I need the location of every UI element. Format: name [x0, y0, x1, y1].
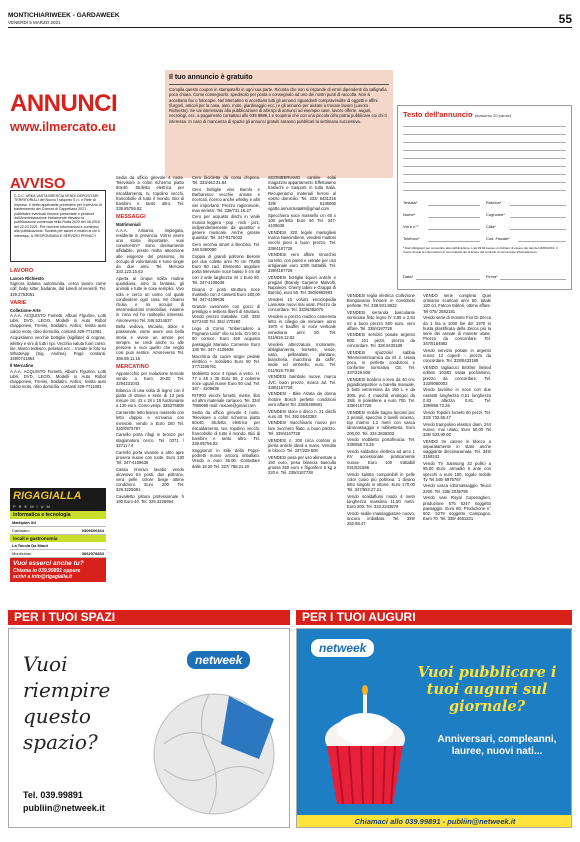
- list-item: Bella vedova, Micaela, dolce e passionale, vorrei avere una bella storia e vivere un amore per sempre. se credi anche tu alle persone e vuoi quello che veglio cosi puoi sentire. Amoreverso Tel. 366.89.11.15: [116, 324, 184, 361]
- rigagialla-logo: RIGAGIALLA: [10, 488, 106, 504]
- list-item: Vendo salotto componibili in pelle color cuoio più poltrona. 1 divano letto singolo in ottone. Euro 170,00 Tel. 347/553.27.21: [347, 471, 415, 493]
- via-field[interactable]: [428, 229, 480, 230]
- field-label: Città*: [486, 224, 496, 229]
- list-item: Vendo tavolino in noce con due cassetti lunghezza 0.51 lunghezza 0.83 altezza 0.61. Tel. 339/858.73.26: [423, 387, 491, 409]
- list-item: Vendo vasi Royal Copenaghen, produzione 575 6247 soggetto paesaggio. Euro 80. Produzione n° 602. 5279 soggetto Campagna. Euro 70. Tel. 339/ 4651231: [423, 495, 491, 522]
- list-item: VENDESI - Bike Alzata da donna motore Bosch perfette condizioni vero affare! Tel. 338/6499581: [268, 391, 336, 407]
- avviso-heading: AVVISO: [10, 175, 66, 192]
- list-item: Camerette letto bianco massello con letto doppio e scrivania con mensole. vendo a Euro 200 Tel. 340/0975767: [116, 410, 184, 431]
- list-item: Vendo serie di monete Fior Di Zecca da 1 lira a 1000 lire del 1970 in busta plastificata della Zecca più la serie dei annate di monete usate. Prezzo da concordare. Tel. 347/5164862: [423, 315, 491, 347]
- list-item: Coppia di grandi poltrone Beromi per due colette anni 70 cm 70x85 Euro 80 cad. Elemento angolare porta televisore noce basso h cm 48 con 2 ante larghezza mt 1 Euro 60. Tel. 347-4109636: [192, 253, 260, 285]
- list-item: Vendesi 15 volumi enciclopedia Larousse nuovi mai usati. Prezzo da concordare. Tel. 333/6382070: [268, 296, 336, 313]
- field-label: Cognome*: [486, 212, 505, 217]
- list-item: Vendo mobiletto portafreacia. Tel. 339/858.73.26: [347, 437, 415, 448]
- list-item: Montichiari 3662578833: [12, 551, 104, 556]
- list-item: Soggiorno/ in stile della Poppi-pedretti nuovo ancora imballato. Vendo a euro 35.00. Contattare dalle 18 20 Tel. 327/ 788.21.20: [192, 447, 260, 469]
- greetings-band: PER I TUOI AUGURI: [296, 610, 572, 625]
- legal-notice: C.O.C. AREA VASTA BRESCIA VENDI DEPOSITARI TERRITORIALI del Nuovo Trasporto S.r.l. e Rete di Imprese. Il diritto applicabile prevedere per il servizio di trasferimento dei Comuni di Cappellano 2021 - pubblicare eventuali rinunce presentate o pensioni dall'Amministrazione inizialmente rilevano la pubblicazione contenuta nella Rotta 2020 del 08-2016 del 22.03.2021. Per ricevere informazioni e consenso alla pubblicazione. Società per azioni e relativi ai chi ti interessa. IL RESPONSABILE SERVIZIO PRIVACY: [10, 190, 106, 262]
- free-ad-box: [165, 70, 393, 178]
- cupcake-icon: [315, 684, 415, 814]
- firma-field[interactable]: [500, 279, 566, 280]
- free-ad-title: Il tuo annuncio è gratuito: [169, 74, 253, 81]
- masthead-title: MONTICHIARIWEEK - GARDAWEEK: [8, 12, 120, 19]
- field-label: Testata*: [403, 200, 418, 205]
- list-item: Calvisano 0309600544: [12, 528, 104, 533]
- free-ad-text: Compila questo coupon in stampatello in ogni sua parte. Riconta che non si risponde di errori dipendenti da calligrafia poco chiara. Come consegnarlo: spediscilo per posta o consegnalo ad uno dei nostri punti di raccolta. Non si accettano fax o fotocopie. Nel Mercatino si accettano tutti gli annunci riguardanti compravendite di oggetti e affini (furgoni, articoli per la casa, auto, moto, giardinaggio ecc.) e gli annunci per aiutare a trovare lavoro (Lavoro Richiesto). Se vai interessato alla pubblicazione di altri tipi di annunci ad esempio case, lavoro offerte, auguri, necrologi, ecc. a pagamento contattaci allo 039.9989.1 e scoprirai che con una piccola cifra potrai pubblicare coi chi ti interessa. In caso di mancanza di spazio gli annunci gratuiti saranno pubblicati la settimana successiva.: [169, 87, 387, 124]
- list-item: VENDESI mobile bagno laccato pvc 2 pensili, specchio 2 lavelli incasso, top marmo 1,2 metri con vasca idromassaggio e rubinetteria. Euro 200,00. Tel. 334.3636303: [347, 409, 415, 436]
- spaces-band: PER I TUOI SPAZI: [8, 610, 290, 625]
- site-link[interactable]: www.ilmercato.eu: [10, 120, 116, 134]
- list-item: Cavalletto pittura professionale h 180 Euro 40. Tel. 329.3225694: [116, 494, 184, 505]
- list-item: RITIRO vecchi fumetti, riviste, libri ed altro materiale cartaceo. Tel. 334/ 7865699 mail: raxtam@gmail.com: [192, 392, 260, 409]
- list-item: Sedia da ufficio girevole 4 ruote. Televisore a colori schermo piatto 60x40. Stufetta elettrica per riscaldamento, tv, topolino vecchi, francobollo di tutto il mondo. Bici di bambini e tanto altro. Tel. 339.85756.82: [116, 175, 184, 212]
- subsection-heading: Lavoro Richiesto: [10, 276, 44, 281]
- list-item: VENDESI macchinario nuovo per fare zucchero filato, a buon prezzo. Tel. 339/4167728: [268, 420, 336, 436]
- page-number: 55: [558, 12, 572, 26]
- list-item: Macchina da cucire singer pedale elettrico + mobiletto Euro 50 Tel. 377/1195761: [192, 353, 260, 369]
- subsection-heading: Collezione-Arte: [10, 307, 41, 313]
- text-line[interactable]: [403, 126, 566, 127]
- section-heading: MESSAGGI: [116, 214, 146, 221]
- list-item: VENDESI teglia elettrica Collezione Bongiovanni frinoere in condizioni perfette. Tel. 338.501.8622: [347, 293, 415, 309]
- column-3: [192, 175, 260, 470]
- list-item: VENDESI pesa per uso alimentare a 150 euro, pesa bilancia basculla grossa 250 euro e frigorifero 5 kg a 220 e. Tel. 339/4167728: [268, 454, 336, 476]
- advert-contact: Chiamaci allo 039.99891 - publiin@netweek.it: [297, 815, 572, 828]
- list-item: Vendo sedile massaggiatore nuovo, ancora imballato. Tel. 339/ 252.68.47: [347, 510, 415, 527]
- list-item: VENDO tagliacuci Brother limited edition 1034D usata pochissimo, prezzo da concordare. Tel. 333/9060003: [423, 365, 491, 386]
- field-label: Cod. Fiscale*: [486, 236, 510, 241]
- subsection-heading: Matrimoniali: [116, 222, 141, 228]
- list-item: Cero per acquisto dischi in vinile musica leggera - pop - rock - jazz, indipendentemente da quantita' e genere musicale. Anche grosse quantita'. Tel. 347-9175032: [192, 214, 260, 241]
- list-item: Sedia da ufficio girevole 4 ruote. Televisore a colori schermo piatto 60x40. Stufetta elettrica per riscaldamento, tev, topolino vecchi, francobollo di tutto il mondo. Bici di bambini e tanto altro. Tel. 339.85756.82: [192, 410, 260, 447]
- column-6: [423, 293, 491, 523]
- list-item: VENDESI bottiglie liquori antichi e pregiati (Brandy Carpene Malvolti, Napoleon, Cherry tabini e Grappa di Barolo), euro 50. Tel. 380/6992993: [268, 274, 336, 296]
- list-item: Cero vecchia smart a Benzina. Tel. 340.5350090: [192, 241, 260, 253]
- advert-greetings[interactable]: [296, 628, 572, 828]
- testata-field[interactable]: [428, 205, 480, 206]
- list-item: Carrello porta rifugi in bronzo per stagionatura cerco. Tel. 0371 / 32711 / 4: [116, 432, 184, 448]
- coupon-title: Testo dell'annuncio (massimo 20 parole): [403, 110, 512, 119]
- list-item: Vendesi a prezzo modico cameretta letto in ciliegio da reinviare anno 1970 e bauffet in noce verticale veneziana anni 50. Tel. 011/619.12.82: [268, 314, 336, 340]
- text-line[interactable]: [403, 190, 566, 191]
- list-item: VENDO serie completa Quei ormiamo scaricati anni 50, totale 120 cd, Fatcon Editori, ottime affare. Tel 075/ 2582181: [423, 293, 491, 314]
- list-item: Signora italiana automunita, cerca lavoro come colf, baby sitter, badante, dal lunedì al venerdì. Tel. 329.2753051: [10, 281, 106, 297]
- list-item: Vendo scaldaflumi modo 4 metri lunghezza massima 11,50 metri. Euro 200. Tel. 333.2243879: [347, 493, 415, 510]
- list-item: VENDESI 320 tegole marsigliesi marca Nascimbene, vendesi mattoni vecchi pieni a buon prezzo. Tel. 339/4167728: [268, 230, 336, 251]
- cognome-field[interactable]: [510, 217, 566, 218]
- codice-fiscale-field[interactable]: [518, 241, 566, 242]
- field-label: Nome*: [403, 212, 416, 217]
- advert-contact: Tel. 039.99891 publiin@netweek.it: [23, 790, 105, 813]
- advert-headline: Vuoi riempire questo spazio?: [23, 652, 111, 754]
- telefono-field[interactable]: [428, 241, 480, 242]
- list-item: VENDESI serranda basculante verniciata finto legno h/ 3,95 x 2,54 ml a buon prezzo 500 euro, vero affare. Tel. 339/4167728: [347, 310, 415, 331]
- list-item: Cero bicicletta da corsa d'epoca. Tel. 333/463.31.84: [192, 175, 260, 186]
- list-item: SGOMBERIAMO cantine solai magazzini appartamenti. Effettuiamo traslochi e trasporti in tutta Italia. Recuperiamo materiali ferrosi al vostro domicilio. Tel. 333/ 6431316 329/ 6136060 vgatto.annunziata69@gmail.com: [268, 175, 336, 212]
- field-label: Firma*: [486, 274, 498, 279]
- list-item: Martiplan Srl: [10, 519, 106, 527]
- list-item: Vendesi attrezzatura motorante, abbigliamento, borsette, tende, vaso, pellasalate, plantane, biancheria, macchina da caffe', sedie ed ombrello, euro. Tel. 011/919.79.99: [268, 341, 336, 373]
- list-item: Vendo Topolini fumetti 60 pezzi. Tel. 333/ 732.65.47: [423, 409, 491, 420]
- list-item: VENDESI bambole nuove, marca JVC, buon prezzo, marca Jul. Tel. 338/4167728: [268, 374, 336, 390]
- advert-headline: Vuoi pubblicare i tuoi auguri sul giornale?: [417, 664, 557, 715]
- issue-date: VENERDÌ 5 MARZO 2021: [8, 20, 61, 25]
- netweek-logo: netweek: [187, 651, 250, 669]
- field-label: Telefono*: [403, 236, 420, 241]
- list-item: Aperta ai cinque solita routine quotidiana, amo la fantasia, gli animali e tutte le cose semplici. Vivo sola e cerco un uomo col quale condividere ogni cosa. Mi chiamo Giulia e mi occupo di intermediazioni immobiliari, insieme in zona ed ho molteplici interessi. Amoreverso Tel. 346.5314637: [116, 275, 184, 323]
- list-item: VENDO tre catene in blocco a separatamente in stato anche viaggiante diecimaramata. Tel. 349/ 3169243: [423, 438, 491, 460]
- list-item: VENDESI stoce e disco n. 21 dischi euro 40. Tel. 392.6543392: [268, 408, 336, 419]
- list-item: Cero bottiglie vino Barolo e Barbaresco vecchie annate e ricercati, ricerco anche whisky e altri vini importanti. Prezzo ragionevole, max serieta'. Tel. 339/731.16.27: [192, 186, 260, 213]
- rigagialla-category: informatica e tecnologia: [10, 511, 106, 519]
- text-line[interactable]: [403, 182, 566, 183]
- list-item: Bilancia di una volta di legno con il piatto di ottone e serie di 13 pesi misure cm. 42 x 18 x 18 funzionante a 130 euro. Como vespi. 335375808: [116, 387, 184, 409]
- column-1: [10, 265, 106, 391]
- free-ad-rule: [169, 84, 389, 85]
- field-label: Data*: [403, 274, 414, 279]
- privacy-note: * Dati obbligatori per consentire alla pubblicazione. L'art.93 93 stesso mi dichiaro di essere dei dati del 26/06/2016. Il Vostro di tutte le Informazioni di incontratanti dei di lettere del controllo di comunicare all'amatamento.: [403, 246, 558, 254]
- advert-spaces[interactable]: [8, 628, 290, 828]
- header-rule: [8, 27, 572, 28]
- list-item: Vendo saldatrice elettrica ad arco 1 KV accessoriate praticamente nuova- Euro 100 trattabili 031/521586: [347, 449, 415, 470]
- list-item: A.A.A. ACQUISTO Fumetti, Alburni Figurine, Lotti Libri, DVD, LEGO, Modelli in Auto Robot Giapponesi, Trenini, Soldatini, Antico, rivista auto calcio moto, ritiro domicilio, contanti 329-7711081: [10, 368, 106, 390]
- field-label: Rubrica*: [486, 200, 502, 205]
- citta-field[interactable]: [510, 229, 566, 230]
- list-item: VENDESI n. 200 circa cordoni in pietra antichi ideali a mano. Vendita in blocco. Tel. 337/229.508: [268, 437, 336, 453]
- text-line[interactable]: [403, 142, 566, 143]
- column-2: [116, 175, 184, 506]
- list-item: VENDESI vero affare rimorchio carrello, con pareti e vetrate per uso artigianale euro 1000 trattabili. Tel. 339/4167728: [268, 252, 336, 273]
- advert-subheadline: Anniversari, compleanni, lauree, nuovi nati...: [437, 734, 557, 757]
- list-item: Acquistiamo vecchie bottiglie (sigillate) di cognac, whisky e vini di tutti i tipi. Vecchia valuta fuori corso: lire, Marco tedesco, pesetas ecc... Inviate le foto su WhatsApp (Sig. Andrea). Pago contanti. 349/0741864: [10, 335, 106, 362]
- rigagialla-premium: PREMIUM: [10, 504, 106, 511]
- list-item: Specchiera noce massello cm 60 x 100 perfetta Euro 50 Tel. 347- 4109636: [268, 212, 336, 229]
- list-item: Grande cuscinone con gocci di prestigio e testiera liberti di struttura. Vendo prezzo trattabile. Cell. 335/ 6272430 Tel. 351/ 270260: [192, 303, 260, 325]
- list-item: Lego di Como "Imbercadero a Pognana Lario" olio su tela. Cm 50 x 60 cornice. Euro 160 acquisto passaggio Mariano Comense Euro 130 Tel. 347- 4109636: [192, 325, 260, 352]
- column-5: [347, 293, 415, 528]
- list-item: A.A.A. ACQUISTO Fumetti, Albuni Figurine, Lotti Libri, DVD, LEGO, Modelli in Auto Robot Giapponesi, Trenini, Soldatini, Antico, rivista auto calcio moto, ritiro domicilio, contanti 329-7711081: [10, 313, 106, 334]
- rigagialla-category: locali e gastronomia: [10, 535, 106, 542]
- nome-field[interactable]: [428, 217, 480, 218]
- list-item: La Tavola Da Mauri: [10, 542, 106, 550]
- text-line[interactable]: [403, 166, 566, 167]
- list-item: Apparecchio per inalazione termale vendo a Euro 20.00 Tel. 3294231043: [116, 370, 184, 387]
- netweek-logo: netweek: [311, 639, 374, 657]
- list-item: A.A.A. Amiamo, impiegata, residente in provincia. Vorrei vivere una storia importante, vuoi conoscermi? Sono decisamente affidabile, presto molta attenzione alle esigenze del prossimo, mi occupo di volontariato e sono single da due anni. Tel. Mercato 333.123.15.63: [116, 227, 184, 275]
- rigagialla-box: [10, 488, 106, 592]
- list-item: VENDESI spazzole/ sabbia Telemometricamica da mt 2. Usata poco, in perfette condizioni e conforme normativa CE. Tel. 337/229.508: [347, 349, 415, 376]
- text-line[interactable]: [403, 158, 566, 159]
- list-item: VENDESI bordino a leva da 40 cm. pigiadiraspatrice a barella manuale, 2 botti vetroresina da 150 L e da 300L pvc 4 maschili enologici da 35lit. in polietilene a euro 700. Tel. 339/4167728: [347, 377, 415, 409]
- list-item: Vendo trampolino elastico diam. 244 nuovo, mai usato, Euro 50,00 Tel 335/ 533.90.00: [423, 421, 491, 438]
- text-line[interactable]: [403, 174, 566, 175]
- section-heading: LAVORO: [10, 268, 34, 274]
- list-item: Vendo TV Samsung 32 pollici a 95,00 Euro. armadio 6 ante con specchi a euro 150, regalo mobile Tv Tel 340/ 6975767: [423, 461, 491, 482]
- list-item: Carrello porta vivande a altro apre provera nuove con ruote. Euro 130 Tel. 347-4109636: [116, 449, 184, 465]
- field-label: Via e n°*: [403, 224, 419, 229]
- list-item: Divano 2 posti struttura noce massello con 2 cassetti Euro 180,00 Tel. 347-4109636: [192, 286, 260, 302]
- annunci-heading: ANNUNCI: [10, 90, 118, 117]
- section-heading: MERCATINO: [116, 363, 149, 370]
- puzzle-sphere-icon: [149, 684, 279, 824]
- rigagialla-cta: Vuoi esserci anche tu? Chiama lo 039.99891 oppure scrivi a info@rigagialla.it: [10, 558, 106, 582]
- text-line[interactable]: [403, 150, 566, 151]
- rubrica-field[interactable]: [510, 205, 566, 206]
- section-heading: VARIE: [10, 299, 27, 306]
- list-item: Vendo vasca idromassaggio Teuco 2200. Tel. 338/ 2035795: [423, 483, 491, 494]
- ad-coupon-form: [397, 105, 572, 290]
- list-item: Vendo servizio posate in argento nuovo 12 coperti - prezzo da concordare. Tel. 328/5433188: [423, 348, 491, 364]
- list-item: Cassa rinnovo lavabo vendo alcanovo tre posti, due poltrone, vera pelle colore beige ottime condizioni. Euro 200 Tel. 329.3225691: [116, 466, 184, 493]
- list-item: VENDESI servizio posate argento 800. 101 pezzi, prezzo da concordare. Tel. 328.5433188: [347, 332, 415, 348]
- data-field[interactable]: [416, 279, 480, 280]
- text-line[interactable]: [403, 134, 566, 135]
- column-4: [268, 175, 336, 477]
- list-item: Mobiletto noce 4 ripiani a vetro. H. 77 x 48 x 35 Euro 50. 2 colonne noce uguali nuove Euro 60 cad. Tel. 347 - 4109636: [192, 370, 260, 392]
- subsection-heading: Il Mercatino: [10, 363, 34, 369]
